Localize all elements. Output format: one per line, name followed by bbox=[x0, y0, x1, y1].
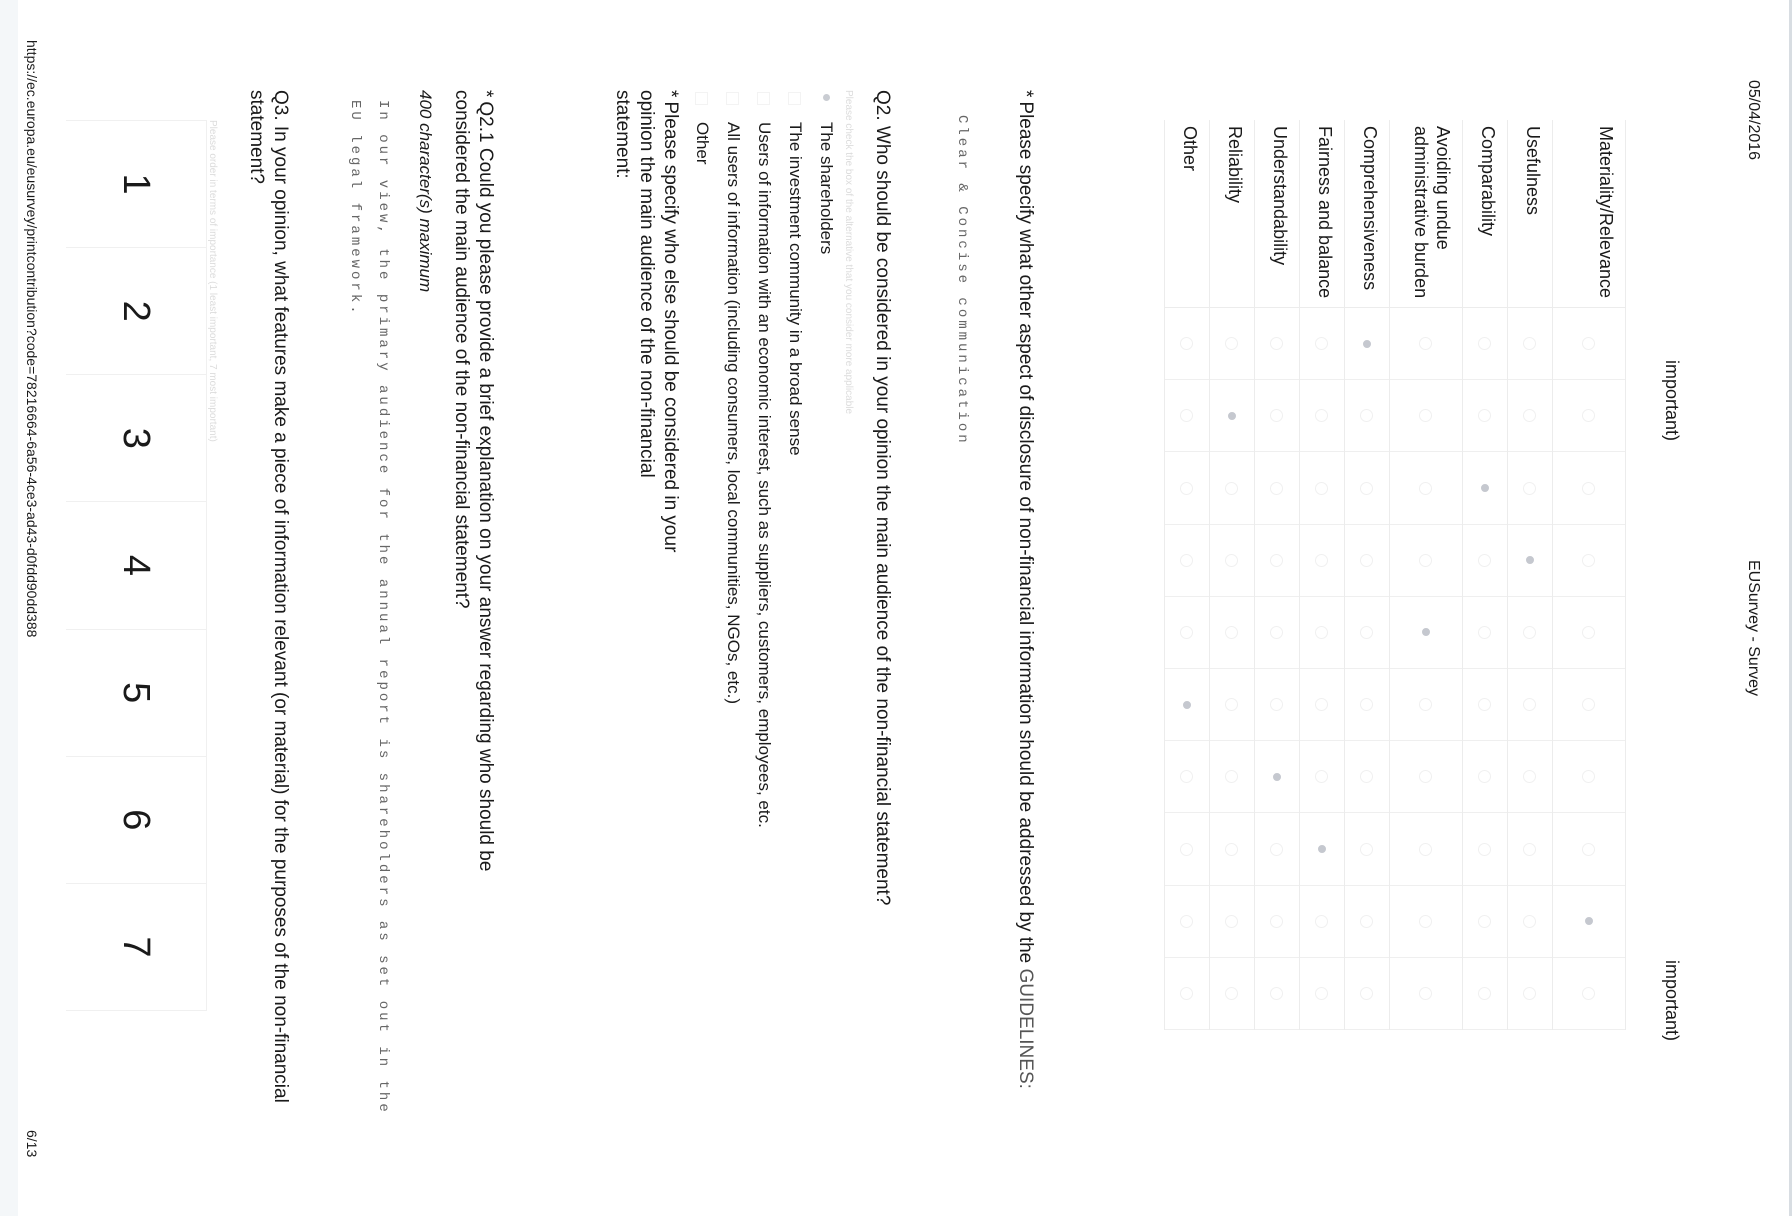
radio-icon[interactable] bbox=[1479, 409, 1492, 422]
char-limit: 400 character(s) maximum bbox=[416, 90, 435, 293]
matrix-cell[interactable] bbox=[1463, 452, 1507, 524]
matrix-cell[interactable] bbox=[1255, 597, 1299, 669]
radio-selected-icon[interactable] bbox=[1228, 412, 1236, 420]
matrix-cell[interactable] bbox=[1463, 958, 1507, 1030]
matrix-cell[interactable] bbox=[1210, 525, 1254, 597]
matrix-cell[interactable] bbox=[1345, 741, 1389, 813]
matrix-cell[interactable] bbox=[1508, 958, 1552, 1030]
option-economic-interest[interactable] bbox=[749, 80, 780, 828]
matrix-cell[interactable] bbox=[1345, 380, 1389, 452]
radio-icon[interactable] bbox=[1361, 987, 1374, 1000]
radio-selected-icon[interactable] bbox=[1585, 917, 1593, 925]
matrix-cell[interactable] bbox=[1210, 741, 1254, 813]
matrix-cell[interactable] bbox=[1345, 813, 1389, 885]
radio-icon[interactable] bbox=[1583, 337, 1596, 350]
radio-icon[interactable] bbox=[1420, 698, 1433, 711]
matrix-cell[interactable] bbox=[1390, 525, 1462, 597]
matrix-cell[interactable] bbox=[1463, 741, 1507, 813]
radio-icon[interactable] bbox=[1226, 626, 1239, 639]
matrix-cell[interactable] bbox=[1255, 452, 1299, 524]
radio-selected-icon[interactable] bbox=[1183, 701, 1191, 709]
matrix-cell[interactable] bbox=[1165, 958, 1209, 1030]
radio-icon[interactable] bbox=[1420, 987, 1433, 1000]
radio-icon[interactable] bbox=[1420, 843, 1433, 856]
matrix-cell[interactable] bbox=[1553, 308, 1625, 380]
page-number: 6/13 bbox=[24, 1130, 40, 1158]
radio-icon[interactable] bbox=[1316, 770, 1329, 783]
radio-icon[interactable] bbox=[1420, 482, 1433, 495]
matrix-cell[interactable] bbox=[1390, 813, 1462, 885]
matrix-cell[interactable] bbox=[1390, 380, 1462, 452]
radio-icon[interactable] bbox=[1316, 698, 1329, 711]
matrix-cell[interactable] bbox=[1508, 308, 1552, 380]
radio-icon[interactable] bbox=[1583, 626, 1596, 639]
option-label: The investment community in a broad sense bbox=[786, 122, 805, 456]
rank-slot[interactable]: 4 bbox=[66, 502, 206, 629]
guidelines-label: GUIDELINES: bbox=[1015, 968, 1036, 1089]
radio-icon[interactable] bbox=[1479, 770, 1492, 783]
required-marker: * bbox=[660, 90, 681, 98]
print-date: 05/04/2016 bbox=[1745, 80, 1762, 161]
radio-icon[interactable] bbox=[1361, 698, 1374, 711]
radio-icon[interactable] bbox=[1479, 987, 1492, 1000]
radio-icon[interactable] bbox=[1316, 554, 1329, 567]
radio-icon[interactable] bbox=[1479, 337, 1492, 350]
matrix-row-label: Comparability bbox=[1463, 120, 1507, 308]
radio-icon[interactable] bbox=[1316, 626, 1329, 639]
matrix-cell[interactable] bbox=[1165, 308, 1209, 380]
radio-icon[interactable] bbox=[1583, 770, 1596, 783]
matrix-cell[interactable] bbox=[1210, 380, 1254, 452]
matrix-cell[interactable] bbox=[1300, 452, 1344, 524]
q2-helper: Please check the box of the alternative that you consider more applicable bbox=[843, 90, 854, 415]
matrix-row-label: Materiality/Relevance bbox=[1553, 120, 1625, 308]
matrix-row-label: Fairness and balance bbox=[1300, 120, 1344, 308]
option-shareholders[interactable] bbox=[811, 80, 842, 828]
radio-icon[interactable] bbox=[1226, 915, 1239, 928]
radio-icon[interactable] bbox=[1361, 915, 1374, 928]
matrix-cell[interactable] bbox=[1210, 886, 1254, 958]
matrix-cell[interactable] bbox=[1508, 741, 1552, 813]
radio-icon[interactable] bbox=[1181, 626, 1194, 639]
radio-icon[interactable] bbox=[1524, 337, 1537, 350]
matrix-cell[interactable] bbox=[1165, 380, 1209, 452]
q3-question: Q3. In your opinion, what features make a piece of information relevant (or material) for the purposes of the non-financial statement? bbox=[246, 90, 291, 1103]
radio-icon[interactable] bbox=[1583, 409, 1596, 422]
radio-icon[interactable] bbox=[1316, 987, 1329, 1000]
radio-icon[interactable] bbox=[1420, 337, 1433, 350]
matrix-cell[interactable] bbox=[1255, 308, 1299, 380]
matrix-cell[interactable] bbox=[1390, 958, 1462, 1030]
matrix-row-label: Understandability bbox=[1255, 120, 1299, 308]
matrix-row bbox=[1463, 120, 1508, 1030]
radio-icon[interactable] bbox=[1271, 698, 1284, 711]
q2-other-question bbox=[610, 90, 682, 560]
importance-matrix bbox=[1164, 120, 1692, 1042]
matrix-cell[interactable] bbox=[1463, 886, 1507, 958]
rank-slot[interactable]: 6 bbox=[66, 757, 206, 884]
matrix-row bbox=[1300, 120, 1345, 1030]
checked-icon bbox=[823, 94, 830, 101]
radio-icon[interactable] bbox=[1524, 626, 1537, 639]
matrix-cell[interactable] bbox=[1210, 669, 1254, 741]
matrix-row bbox=[1255, 120, 1300, 1030]
matrix-cell[interactable] bbox=[1390, 308, 1462, 380]
radio-icon[interactable] bbox=[1181, 915, 1194, 928]
matrix-cell[interactable] bbox=[1553, 380, 1625, 452]
matrix-cell[interactable] bbox=[1390, 452, 1462, 524]
matrix-cell[interactable] bbox=[1508, 452, 1552, 524]
matrix-cell[interactable] bbox=[1300, 741, 1344, 813]
radio-icon[interactable] bbox=[1361, 843, 1374, 856]
matrix-cell[interactable] bbox=[1508, 886, 1552, 958]
radio-icon[interactable] bbox=[1226, 770, 1239, 783]
matrix-cell[interactable] bbox=[1553, 525, 1625, 597]
radio-icon[interactable] bbox=[1181, 482, 1194, 495]
matrix-cell[interactable] bbox=[1508, 813, 1552, 885]
radio-icon[interactable] bbox=[1420, 915, 1433, 928]
q1-other-answer[interactable]: Clear & Concise communication bbox=[954, 115, 970, 446]
matrix-cell[interactable] bbox=[1345, 597, 1389, 669]
radio-selected-icon[interactable] bbox=[1422, 628, 1430, 636]
matrix-cell[interactable] bbox=[1463, 597, 1507, 669]
q1-other-question bbox=[1013, 90, 1037, 1089]
option-all-users[interactable] bbox=[718, 80, 749, 828]
matrix-row bbox=[1210, 120, 1255, 1030]
matrix-cell[interactable] bbox=[1300, 669, 1344, 741]
matrix-cell[interactable] bbox=[1508, 597, 1552, 669]
radio-icon[interactable] bbox=[1583, 843, 1596, 856]
radio-icon[interactable] bbox=[1226, 843, 1239, 856]
matrix-row-label: Comprehensiveness bbox=[1345, 120, 1389, 308]
radio-icon[interactable] bbox=[1361, 482, 1374, 495]
matrix-cell[interactable] bbox=[1390, 669, 1462, 741]
matrix-cell[interactable] bbox=[1390, 886, 1462, 958]
radio-icon[interactable] bbox=[1524, 987, 1537, 1000]
matrix-cell[interactable] bbox=[1300, 886, 1344, 958]
checkbox-icon bbox=[726, 92, 739, 105]
scale-low-label: important) bbox=[1662, 360, 1682, 442]
matrix-cell[interactable] bbox=[1553, 886, 1625, 958]
required-marker: * bbox=[475, 90, 496, 98]
rank-slot[interactable]: 5 bbox=[66, 630, 206, 757]
option-other[interactable] bbox=[687, 80, 718, 828]
radio-icon[interactable] bbox=[1226, 698, 1239, 711]
matrix-cell[interactable] bbox=[1508, 380, 1552, 452]
radio-icon[interactable] bbox=[1524, 915, 1537, 928]
matrix-cell[interactable] bbox=[1508, 525, 1552, 597]
radio-icon[interactable] bbox=[1316, 915, 1329, 928]
matrix-cell[interactable] bbox=[1553, 597, 1625, 669]
matrix-cell[interactable] bbox=[1553, 741, 1625, 813]
rank-slot[interactable]: 2 bbox=[66, 248, 206, 375]
radio-icon[interactable] bbox=[1583, 482, 1596, 495]
page-title: EUSurvey - Survey bbox=[1745, 560, 1762, 697]
matrix-cell[interactable] bbox=[1255, 741, 1299, 813]
radio-icon[interactable] bbox=[1271, 554, 1284, 567]
matrix-cell[interactable] bbox=[1255, 669, 1299, 741]
q2-options bbox=[687, 80, 842, 828]
radio-selected-icon[interactable] bbox=[1481, 484, 1489, 492]
checkbox-icon bbox=[757, 92, 770, 105]
scan-edge bbox=[0, 0, 18, 1216]
q3-helper: Please order in terms of importance (1 least important, 7 most important) bbox=[207, 120, 218, 442]
radio-icon[interactable] bbox=[1271, 482, 1284, 495]
matrix-cell[interactable] bbox=[1345, 886, 1389, 958]
matrix-row-label: Avoiding undue administrative burden bbox=[1390, 120, 1462, 308]
radio-icon[interactable] bbox=[1181, 843, 1194, 856]
matrix-cell[interactable] bbox=[1553, 452, 1625, 524]
rank-slot[interactable]: 3 bbox=[66, 375, 206, 502]
rank-slot[interactable]: 7 bbox=[66, 884, 206, 1011]
matrix-cell[interactable] bbox=[1300, 380, 1344, 452]
q2-1-question bbox=[449, 90, 497, 950]
matrix-cell[interactable] bbox=[1508, 669, 1552, 741]
footer-url: https://ec.europa.eu/eusurvey/printcontribution?code=78216664-6a56-4ce3-ad43-d0fdd90dd388 bbox=[24, 40, 40, 638]
matrix-cell[interactable] bbox=[1165, 525, 1209, 597]
matrix-cell[interactable] bbox=[1300, 958, 1344, 1030]
matrix-cell[interactable] bbox=[1463, 813, 1507, 885]
rank-list bbox=[66, 120, 207, 1011]
matrix-cell[interactable] bbox=[1165, 886, 1209, 958]
matrix-cell[interactable] bbox=[1210, 597, 1254, 669]
radio-icon[interactable] bbox=[1316, 409, 1329, 422]
matrix-cell[interactable] bbox=[1345, 452, 1389, 524]
matrix-row bbox=[1390, 120, 1463, 1030]
matrix-cell[interactable] bbox=[1255, 886, 1299, 958]
radio-icon[interactable] bbox=[1361, 554, 1374, 567]
q2-1-answer[interactable]: In our view, the primary audience for the annual report is shareholders as set out in the EU legal framework. bbox=[347, 100, 391, 1115]
radio-icon[interactable] bbox=[1479, 915, 1492, 928]
radio-icon[interactable] bbox=[1524, 843, 1537, 856]
radio-icon[interactable] bbox=[1181, 987, 1194, 1000]
matrix-cell[interactable] bbox=[1463, 525, 1507, 597]
matrix-cell[interactable] bbox=[1210, 813, 1254, 885]
matrix-cell[interactable] bbox=[1255, 380, 1299, 452]
radio-icon[interactable] bbox=[1316, 337, 1329, 350]
rank-slot[interactable]: 1 bbox=[66, 121, 206, 248]
radio-icon[interactable] bbox=[1583, 987, 1596, 1000]
question-text: Please specify what other aspect of disclosure of non-financial information should be addressed by the bbox=[1015, 101, 1036, 964]
matrix-row bbox=[1345, 120, 1390, 1030]
radio-icon[interactable] bbox=[1271, 843, 1284, 856]
radio-icon[interactable] bbox=[1271, 409, 1284, 422]
matrix-cell[interactable] bbox=[1255, 813, 1299, 885]
radio-selected-icon[interactable] bbox=[1526, 556, 1534, 564]
radio-icon[interactable] bbox=[1361, 409, 1374, 422]
matrix-cell[interactable] bbox=[1210, 308, 1254, 380]
matrix-cell[interactable] bbox=[1390, 741, 1462, 813]
option-label: Other bbox=[693, 122, 712, 165]
matrix-cell[interactable] bbox=[1345, 308, 1389, 380]
radio-selected-icon[interactable] bbox=[1273, 773, 1281, 781]
matrix-row bbox=[1553, 120, 1626, 1030]
matrix-cell[interactable] bbox=[1300, 813, 1344, 885]
radio-selected-icon[interactable] bbox=[1363, 340, 1371, 348]
matrix-cell[interactable] bbox=[1300, 525, 1344, 597]
matrix-cell[interactable] bbox=[1463, 380, 1507, 452]
checkbox-icon bbox=[695, 92, 708, 105]
required-marker: * bbox=[1015, 90, 1036, 98]
matrix-cell[interactable] bbox=[1165, 669, 1209, 741]
radio-icon[interactable] bbox=[1524, 482, 1537, 495]
matrix-row-label: Reliability bbox=[1210, 120, 1254, 308]
question-text: Q2.1 Could you please provide a brief explanation on your answer regarding who should be considered the main audience of the non-financial statement? bbox=[451, 90, 496, 872]
radio-icon[interactable] bbox=[1181, 770, 1194, 783]
matrix-cell[interactable] bbox=[1345, 525, 1389, 597]
radio-icon[interactable] bbox=[1524, 770, 1537, 783]
radio-icon[interactable] bbox=[1479, 626, 1492, 639]
question-text: Please specify who else should be considered in your opinion the main audience of the non-financial statement: bbox=[612, 90, 681, 553]
option-investment-community[interactable] bbox=[780, 80, 811, 828]
radio-icon[interactable] bbox=[1316, 482, 1329, 495]
radio-icon[interactable] bbox=[1271, 626, 1284, 639]
matrix-cell[interactable] bbox=[1553, 669, 1625, 741]
matrix-row bbox=[1164, 120, 1210, 1030]
radio-icon[interactable] bbox=[1524, 409, 1537, 422]
radio-icon[interactable] bbox=[1226, 482, 1239, 495]
radio-icon[interactable] bbox=[1226, 987, 1239, 1000]
radio-icon[interactable] bbox=[1181, 337, 1194, 350]
scale-high-label: important) bbox=[1662, 960, 1682, 1042]
radio-icon[interactable] bbox=[1524, 698, 1537, 711]
matrix-cell[interactable] bbox=[1210, 452, 1254, 524]
radio-icon[interactable] bbox=[1271, 337, 1284, 350]
matrix-header bbox=[1626, 120, 1692, 1042]
matrix-cell[interactable] bbox=[1345, 669, 1389, 741]
radio-icon[interactable] bbox=[1420, 770, 1433, 783]
radio-selected-icon[interactable] bbox=[1318, 845, 1326, 853]
matrix-cell[interactable] bbox=[1165, 452, 1209, 524]
matrix-cell[interactable] bbox=[1165, 597, 1209, 669]
matrix-cell[interactable] bbox=[1165, 813, 1209, 885]
page-header bbox=[1732, 0, 1762, 1216]
radio-icon[interactable] bbox=[1181, 409, 1194, 422]
matrix-cell[interactable] bbox=[1210, 958, 1254, 1030]
matrix-cell[interactable] bbox=[1463, 669, 1507, 741]
matrix-cell[interactable] bbox=[1255, 958, 1299, 1030]
radio-icon[interactable] bbox=[1479, 554, 1492, 567]
checkbox-icon bbox=[788, 92, 801, 105]
radio-icon[interactable] bbox=[1420, 554, 1433, 567]
matrix-cell[interactable] bbox=[1345, 958, 1389, 1030]
matrix-row-label: Usefulness bbox=[1508, 120, 1552, 308]
option-label: The shareholders bbox=[817, 122, 836, 255]
radio-icon[interactable] bbox=[1271, 987, 1284, 1000]
radio-icon[interactable] bbox=[1420, 409, 1433, 422]
matrix-cell[interactable] bbox=[1255, 525, 1299, 597]
radio-icon[interactable] bbox=[1226, 554, 1239, 567]
radio-icon[interactable] bbox=[1271, 915, 1284, 928]
matrix-cell[interactable] bbox=[1165, 741, 1209, 813]
option-label: All users of information (including consumers, local communities, NGOs, etc.) bbox=[724, 122, 743, 704]
radio-icon[interactable] bbox=[1361, 770, 1374, 783]
matrix-cell[interactable] bbox=[1300, 308, 1344, 380]
radio-icon[interactable] bbox=[1583, 698, 1596, 711]
matrix-cell[interactable] bbox=[1300, 597, 1344, 669]
radio-icon[interactable] bbox=[1226, 337, 1239, 350]
matrix-cell[interactable] bbox=[1390, 597, 1462, 669]
radio-icon[interactable] bbox=[1479, 843, 1492, 856]
matrix-cell[interactable] bbox=[1553, 813, 1625, 885]
q2-question: Q2. Who should be considered in your opinion the main audience of the non-financial statement? bbox=[872, 90, 893, 906]
matrix-row-label: Other bbox=[1165, 120, 1209, 308]
matrix-cell[interactable] bbox=[1553, 958, 1625, 1030]
matrix-cell[interactable] bbox=[1463, 308, 1507, 380]
matrix-row bbox=[1508, 120, 1553, 1030]
radio-icon[interactable] bbox=[1479, 698, 1492, 711]
radio-icon[interactable] bbox=[1181, 554, 1194, 567]
radio-icon[interactable] bbox=[1361, 626, 1374, 639]
radio-icon[interactable] bbox=[1583, 554, 1596, 567]
option-label: Users of information with an economic interest, such as suppliers, customers, employees, etc. bbox=[755, 122, 774, 828]
